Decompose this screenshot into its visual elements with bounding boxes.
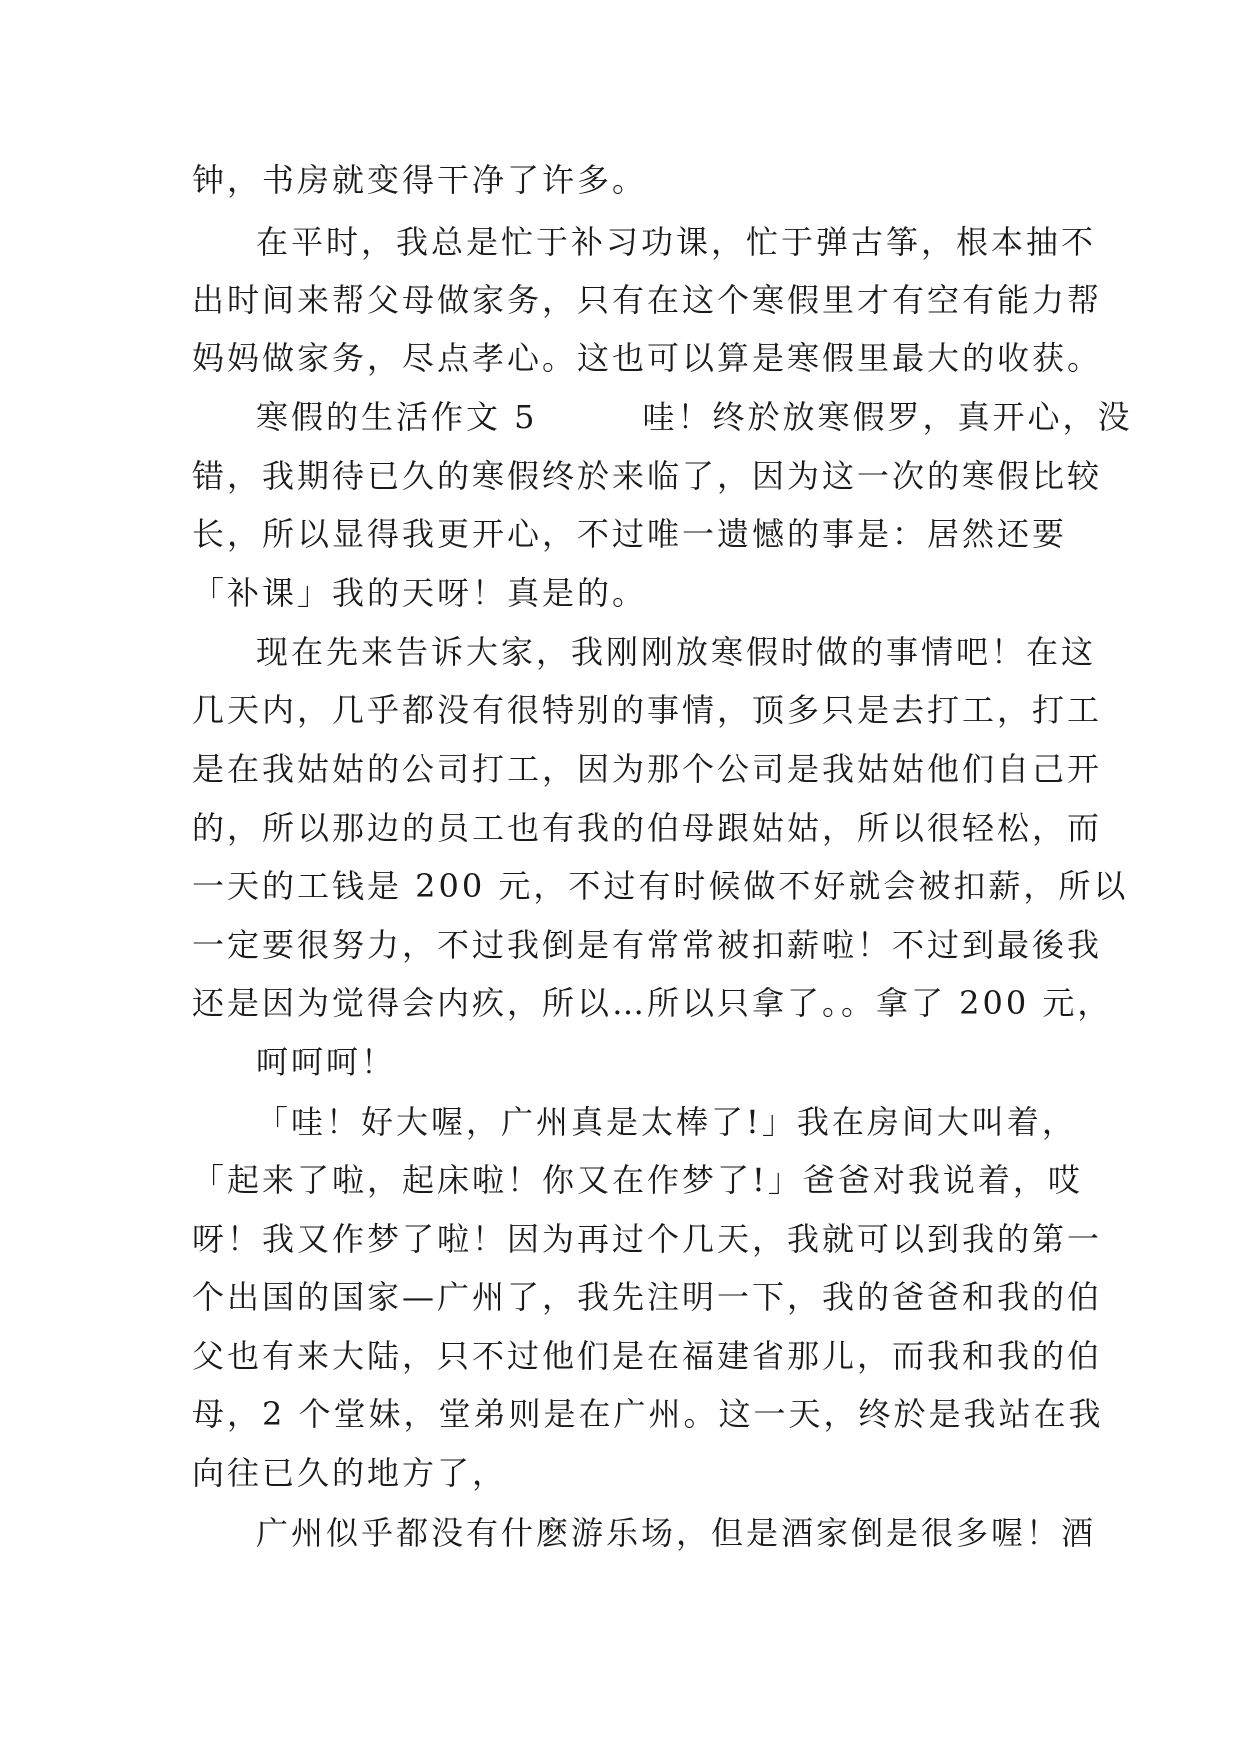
text-line: 个出国的国家—广州了，我先注明一下，我的爸爸和我的伯 — [192, 1278, 1103, 1316]
text-line: 呵呵呵！ — [256, 1043, 397, 1081]
text-line: 钟，书房就变得干净了许多。 — [192, 161, 648, 199]
text-line: 「补课」我的天呀！真是的。 — [192, 574, 648, 612]
text-line: 错，我期待已久的寒假终於来临了，因为这一次的寒假比较 — [192, 457, 1103, 495]
text-line: 一天的工钱是 200 元，不过有时候做不好就会被扣薪，所以 — [192, 867, 1129, 905]
paragraph-start-line: 在平时，我总是忙于补习功课，忙于弹古筝，根本抽不 — [256, 223, 1097, 261]
text-line: 长，所以显得我更开心，不过唯一遗憾的事是：居然还要 — [192, 515, 1068, 553]
text-line: 还是因为觉得会内疚，所以…所以只拿了。。拿了 200 元， — [192, 984, 1113, 1022]
text-line: 几天内，几乎都没有很特别的事情，顶多只是去打工，打工 — [192, 691, 1103, 729]
text-line: 的，所以那边的员工也有我的伯母跟姑姑，所以很轻松，而 — [192, 809, 1103, 847]
paragraph-start-line: 广州似乎都没有什麽游乐场，但是酒家倒是很多喔！酒 — [256, 1514, 1097, 1552]
paragraph-start-line: 现在先来告诉大家，我刚刚放寒假时做的事情吧！在这 — [256, 633, 1097, 671]
text-line: 出时间来帮父母做家务，只有在这个寒假里才有空有能力帮 — [192, 281, 1103, 319]
paragraph-start-line: 「哇！好大喔，广州真是太棒了!」我在房间大叫着， — [256, 1103, 1077, 1141]
text-line: 向往已久的地方了， — [192, 1454, 508, 1492]
text-line: 妈妈做家务，尽点孝心。这也可以算是寒假里最大的收获。 — [192, 339, 1103, 377]
section-heading-line: 寒假的生活作文 5 哇！终於放寒假罗，真开心，没 — [256, 398, 1133, 436]
text-line: 一定要很努力，不过我倒是有常常被扣薪啦！不过到最後我 — [192, 926, 1103, 964]
text-line: 是在我姑姑的公司打工，因为那个公司是我姑姑他们自己开 — [192, 750, 1103, 788]
text-line: 呀！我又作梦了啦！因为再过个几天，我就可以到我的第一 — [192, 1220, 1103, 1258]
text-line: 父也有来大陆，只不过他们是在福建省那儿，而我和我的伯 — [192, 1337, 1103, 1375]
text-line: 母，2 个堂妹，堂弟则是在广州。这一天，终於是我站在我 — [192, 1395, 1104, 1433]
text-line: 「起来了啦，起床啦！你又在作梦了!」爸爸对我说着，哎 — [192, 1161, 1083, 1199]
